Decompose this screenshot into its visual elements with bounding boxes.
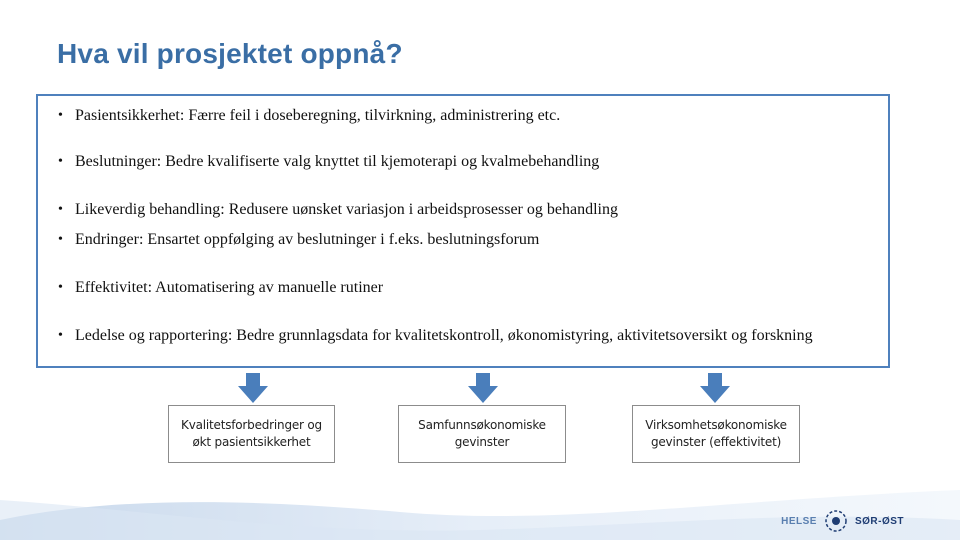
slide-title: Hva vil prosjektet oppnå? [57, 38, 403, 69]
bullet-marker: • [58, 232, 63, 247]
bullet-marker: • [58, 154, 63, 169]
bullet-marker: • [58, 280, 63, 295]
outcome-box-society [398, 405, 566, 463]
outcome-box-enterprise [632, 405, 800, 463]
logo-symbol-icon [825, 510, 847, 532]
outcome-label: Kvalitetsforbedringer og økt pasientsikkerhet [181, 418, 322, 449]
bullet-item [58, 279, 880, 297]
bullet-item [58, 107, 880, 125]
outcome-label: Virksomhetsøkonomiske gevinster (effektivitet) [645, 418, 787, 449]
bullet-item [58, 327, 880, 345]
bullet-text: Endringer: Ensartet oppfølging av beslutninger i f.eks. beslutningsforum [75, 231, 540, 248]
bullet-item [58, 231, 880, 249]
down-arrow-icon [700, 373, 730, 403]
bullet-text: Effektivitet: Automatisering av manuelle rutiner [75, 279, 384, 296]
bullet-text: Beslutninger: Bedre kvalifiserte valg knyttet til kjemoterapi og kvalmebehandling [75, 153, 600, 170]
goals-panel [36, 94, 890, 368]
bullet-text: Ledelse og rapportering: Bedre grunnlagsdata for kvalitetskontroll, økonomistyring, aktivitetsoversikt og forskning [75, 327, 813, 344]
bullet-item [58, 201, 880, 219]
bullet-marker: • [58, 328, 63, 343]
outcome-label: Samfunnsøkonomiske gevinster [418, 418, 546, 449]
outcome-box-quality [168, 405, 335, 463]
bullet-text: Pasientsikkerhet: Færre feil i doseberegning, tilvirkning, administrering etc. [75, 107, 561, 124]
bullet-item [58, 153, 880, 171]
bullet-marker: • [58, 202, 63, 217]
logo-text-right: SØR-ØST [854, 515, 904, 527]
bullet-text: Likeverdig behandling: Redusere uønsket variasjon i arbeidsprosesser og behandling [75, 201, 618, 218]
helse-sor-ost-logo [781, 510, 904, 532]
down-arrow-icon [238, 373, 268, 403]
logo-text-left: HELSE [781, 515, 817, 527]
down-arrow-icon [468, 373, 498, 403]
bullet-marker: • [58, 108, 63, 123]
